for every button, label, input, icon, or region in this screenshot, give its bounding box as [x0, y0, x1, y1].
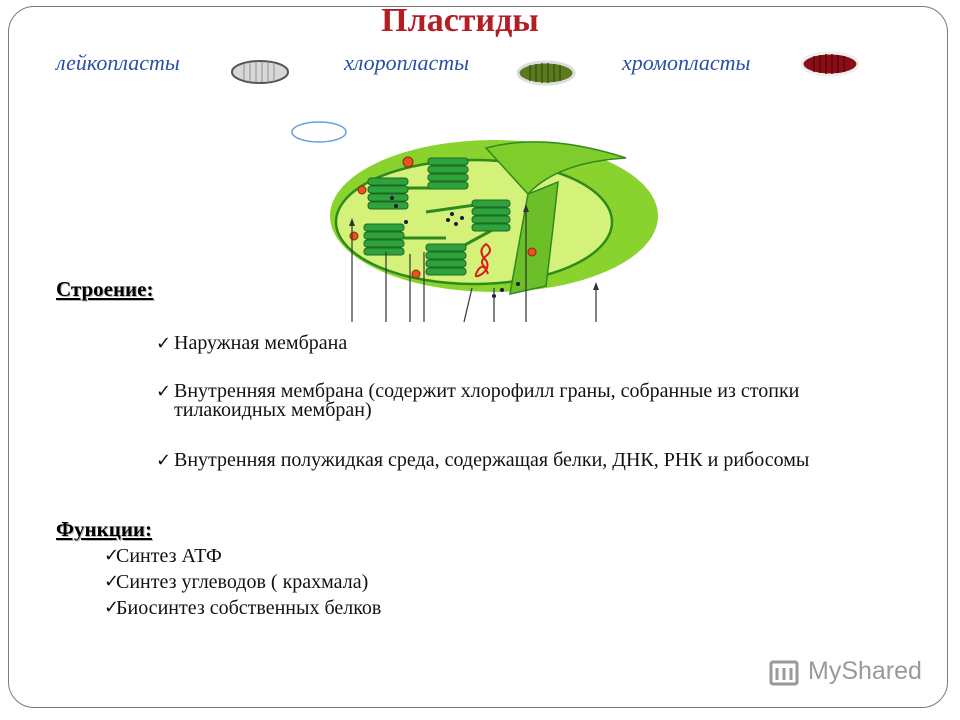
function-item: ✓ Синтез углеводов ( крахмала) [104, 571, 369, 593]
functions-heading: Функции: [56, 517, 153, 541]
type-label-chloroplasts: хлоропласты [344, 50, 470, 75]
structure-item: ✓ Наружная мембрана [156, 332, 348, 354]
structure-item: ✓ Внутренняя мембрана (содержит хлорофилл граны, собранные из стопки тилакоидных мембран) [156, 380, 800, 421]
function-item: ✓ Биосинтез собственных белков [104, 597, 382, 619]
chloroplast-diagram [296, 118, 668, 328]
myshared-logo-icon [768, 656, 804, 692]
watermark-logo [766, 654, 936, 694]
check-icon: ✓ [156, 333, 172, 354]
check-icon: ✓ [104, 571, 120, 592]
check-icon: ✓ [104, 545, 120, 566]
chloroplast-small-icon [516, 58, 576, 88]
slide-title: Пластиды [381, 2, 539, 39]
check-icon: ✓ [156, 450, 172, 471]
function-item: ✓ Синтез АТФ [104, 545, 222, 567]
check-icon: ✓ [104, 597, 120, 618]
watermark-text: MyShared [808, 657, 922, 685]
type-label-leucoplasts: лейкопласты [56, 50, 180, 75]
structure-item: ✓ Внутренняя полужидкая среда, содержащая белки, ДНК, РНК и рибосомы [156, 449, 810, 471]
leucoplast-icon [230, 58, 290, 86]
structure-heading: Строение: [56, 277, 154, 301]
type-label-chromoplasts: хромопласты [622, 50, 751, 75]
chromoplast-icon [800, 50, 860, 78]
check-icon: ✓ [156, 381, 172, 402]
